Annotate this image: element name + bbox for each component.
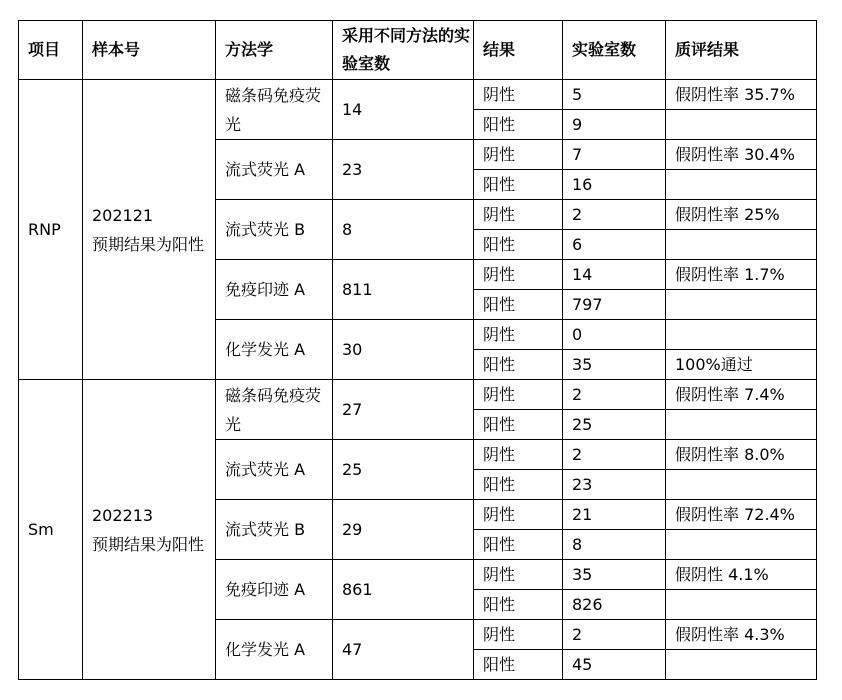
result-cell: 阳性 <box>474 590 563 620</box>
lab-count-cell: 35 <box>563 350 666 380</box>
method-cell: 化学发光 A <box>216 320 333 380</box>
lab-count-cell: 826 <box>563 590 666 620</box>
method-cell: 流式荧光 B <box>216 200 333 260</box>
header-method: 方法学 <box>216 21 333 80</box>
lab-count-cell: 23 <box>563 470 666 500</box>
table-row <box>19 80 817 110</box>
method-cell: 化学发光 A <box>216 620 333 680</box>
result-cell: 阳性 <box>474 650 563 680</box>
method-lab-count-cell: 25 <box>333 440 474 500</box>
result-cell: 阳性 <box>474 290 563 320</box>
eval-result-cell: 假阴性率 7.4% <box>666 380 817 410</box>
eval-result-cell: 假阴性率 72.4% <box>666 500 817 530</box>
eval-result-cell <box>666 590 817 620</box>
lab-count-cell: 8 <box>563 530 666 560</box>
result-cell: 阴性 <box>474 380 563 410</box>
lab-count-cell: 2 <box>563 620 666 650</box>
result-cell: 阴性 <box>474 200 563 230</box>
method-lab-count-cell: 23 <box>333 140 474 200</box>
lab-count-cell: 2 <box>563 200 666 230</box>
lab-count-cell: 25 <box>563 410 666 440</box>
lab-count-cell: 5 <box>563 80 666 110</box>
result-cell: 阴性 <box>474 140 563 170</box>
method-cell: 流式荧光 B <box>216 500 333 560</box>
eval-result-cell: 假阴性率 1.7% <box>666 260 817 290</box>
method-cell: 磁条码免疫荧光 <box>216 80 333 140</box>
method-lab-count-cell: 27 <box>333 380 474 440</box>
eval-result-cell <box>666 170 817 200</box>
result-cell: 阳性 <box>474 410 563 440</box>
result-cell: 阳性 <box>474 350 563 380</box>
result-cell: 阴性 <box>474 80 563 110</box>
method-lab-count-cell: 29 <box>333 500 474 560</box>
result-cell: 阴性 <box>474 320 563 350</box>
result-cell: 阳性 <box>474 230 563 260</box>
eval-result-cell <box>666 230 817 260</box>
result-cell: 阳性 <box>474 170 563 200</box>
method-lab-count-cell: 861 <box>333 560 474 620</box>
eval-result-cell <box>666 650 817 680</box>
eval-result-cell <box>666 110 817 140</box>
eval-result-cell <box>666 290 817 320</box>
lab-count-cell: 16 <box>563 170 666 200</box>
lab-count-cell: 45 <box>563 650 666 680</box>
method-cell: 流式荧光 A <box>216 140 333 200</box>
item-cell: Sm <box>19 380 83 680</box>
header-lab-count: 实验室数 <box>563 21 666 80</box>
method-lab-count-cell: 14 <box>333 80 474 140</box>
eval-result-cell: 假阴性率 4.3% <box>666 620 817 650</box>
lab-count-cell: 2 <box>563 380 666 410</box>
sample-cell <box>83 380 216 680</box>
eval-result-cell: 假阴性率 25% <box>666 200 817 230</box>
method-lab-count-cell: 811 <box>333 260 474 320</box>
header-eval-result: 质评结果 <box>666 21 817 80</box>
header-result: 结果 <box>474 21 563 80</box>
result-cell: 阳性 <box>474 110 563 140</box>
method-cell: 免疫印迹 A <box>216 260 333 320</box>
eqa-results-table <box>18 20 817 680</box>
sample-cell <box>83 80 216 380</box>
lab-count-cell: 7 <box>563 140 666 170</box>
sample-note: 预期结果为阳性 <box>92 234 205 254</box>
table-row <box>19 380 817 410</box>
result-cell: 阴性 <box>474 440 563 470</box>
header-sample-id: 样本号 <box>83 21 216 80</box>
method-lab-count-cell: 30 <box>333 320 474 380</box>
table-body <box>19 80 817 680</box>
eval-result-cell: 假阴性率 30.4% <box>666 140 817 170</box>
header-lab-count-by-method: 采用不同方法的实验室数 <box>333 21 474 80</box>
sample-note: 预期结果为阳性 <box>92 534 205 554</box>
item-cell: RNP <box>19 80 83 380</box>
sample-id: 202121 <box>92 205 154 225</box>
method-cell: 磁条码免疫荧光 <box>216 380 333 440</box>
method-lab-count-cell: 8 <box>333 200 474 260</box>
result-cell: 阳性 <box>474 470 563 500</box>
eval-result-cell: 假阴性率 35.7% <box>666 80 817 110</box>
lab-count-cell: 797 <box>563 290 666 320</box>
eval-result-cell <box>666 320 817 350</box>
eval-result-cell: 假阴性率 8.0% <box>666 440 817 470</box>
lab-count-cell: 0 <box>563 320 666 350</box>
lab-count-cell: 35 <box>563 560 666 590</box>
result-cell: 阴性 <box>474 500 563 530</box>
sample-id: 202213 <box>92 505 154 525</box>
lab-count-cell: 14 <box>563 260 666 290</box>
eval-result-cell <box>666 530 817 560</box>
result-cell: 阳性 <box>474 530 563 560</box>
lab-count-cell: 9 <box>563 110 666 140</box>
header-row <box>19 21 817 80</box>
header-item: 项目 <box>19 21 83 80</box>
result-cell: 阴性 <box>474 620 563 650</box>
method-cell: 免疫印迹 A <box>216 560 333 620</box>
eval-result-cell: 100%通过 <box>666 350 817 380</box>
lab-count-cell: 6 <box>563 230 666 260</box>
method-cell: 流式荧光 A <box>216 440 333 500</box>
eval-result-cell: 假阴性 4.1% <box>666 560 817 590</box>
eval-result-cell <box>666 470 817 500</box>
lab-count-cell: 2 <box>563 440 666 470</box>
method-lab-count-cell: 47 <box>333 620 474 680</box>
lab-count-cell: 21 <box>563 500 666 530</box>
eval-result-cell <box>666 410 817 440</box>
result-cell: 阴性 <box>474 260 563 290</box>
result-cell: 阴性 <box>474 560 563 590</box>
